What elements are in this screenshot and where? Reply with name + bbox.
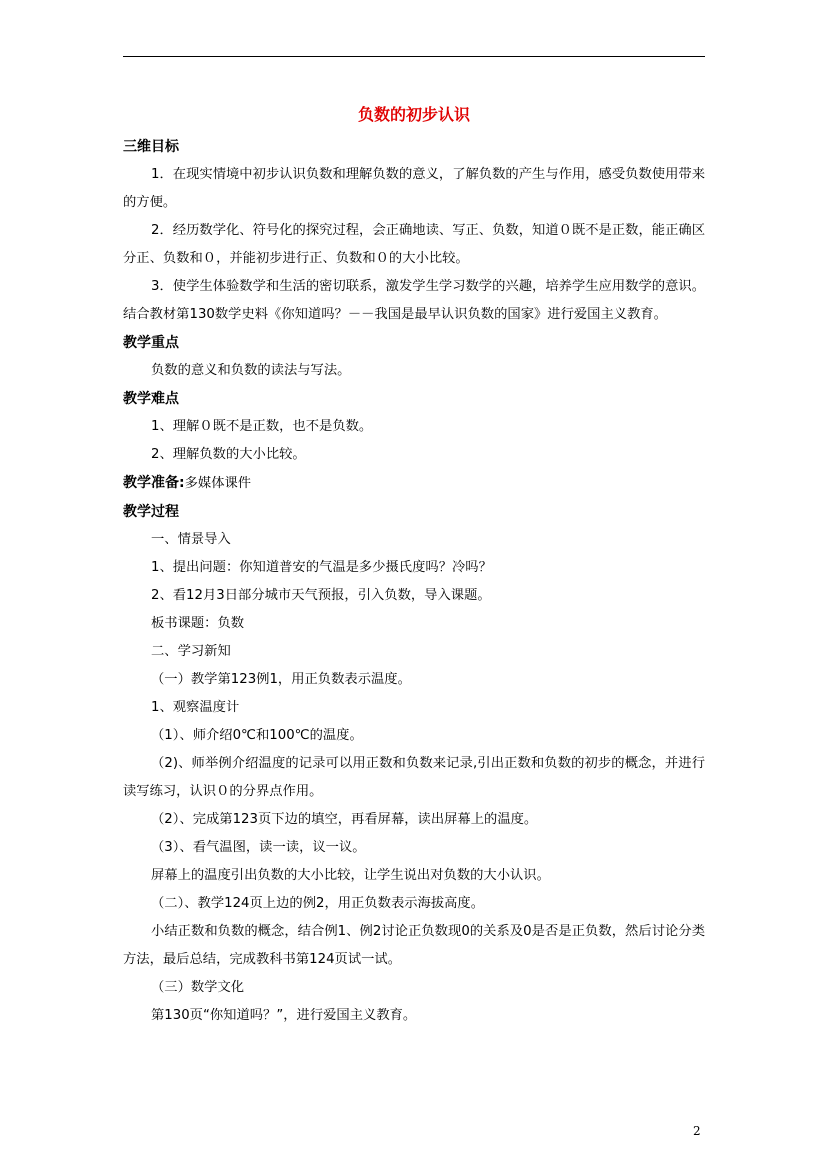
header-rule: [123, 56, 705, 57]
process-item: （3）、看气温图，读一读，议一议。: [151, 840, 366, 855]
process-item: 屏幕上的温度引出负数的大小比较，让学生说出对负数的大小认识。: [151, 868, 550, 883]
goals-heading: 三维目标: [123, 139, 179, 155]
difficulty-item: 2、理解负数的大小比较。: [151, 447, 306, 462]
goal-item: 2．经历数学化、符号化的探究过程，会正确地读、写正、负数，知道０既不是正数，能正确区分正、负数和０，并能初步进行正、负数和０的大小比较。: [123, 223, 705, 266]
process-item: （一）教学第123例1，用正负数表示温度。: [151, 672, 411, 687]
process-item: （2）、完成第123页下边的填空，再看屏幕，读出屏幕上的温度。: [151, 812, 538, 827]
document-body: [123, 103, 705, 1030]
difficulty-item: 1、理解０既不是正数，也不是负数。: [151, 419, 373, 434]
process-item: 第130页“你知道吗？”，进行爱国主义教育。: [151, 1008, 417, 1023]
process-item: 小结正数和负数的概念，结合例1、例2讨论正负数现0的关系及0是否是正负数，然后讨论分类方法，最后总结，完成教科书第124页试一试。: [123, 924, 705, 967]
process-item: （1）、师介绍0℃和100℃的温度。: [151, 728, 363, 743]
process-item: 2、看12月3日部分城市天气预报，引入负数，导入课题。: [151, 588, 491, 603]
process-item: 二、学习新知: [151, 644, 231, 659]
process-item: 1、观察温度计: [151, 700, 240, 715]
process-item: （三）数学文化: [151, 980, 245, 995]
preparation-line: [123, 469, 705, 498]
page-number: 2: [693, 1124, 701, 1138]
goal-item: 3．使学生体验数学和生活的密切联系，激发学生学习数学的兴趣，培养学生应用数学的意识。结合教材第130数学史料《你知道吗？－－我国是最早认识负数的国家》进行爱国主义教育。: [123, 279, 705, 322]
focus-heading: 教学重点: [123, 335, 179, 351]
process-item: 板书课题：负数: [151, 616, 245, 631]
focus-item: 负数的意义和负数的读法与写法。: [151, 363, 351, 378]
process-item: 一、情景导入: [151, 532, 231, 547]
process-item: （2)、师举例介绍温度的记录可以用正数和负数来记录,引出正数和负数的初步的概念，并进行读写练习，认识０的分界点作用。: [123, 756, 705, 799]
goal-item: 1．在现实情境中初步认识负数和理解负数的意义，了解负数的产生与作用，感受负数使用带来的方便。: [123, 167, 705, 210]
process-item: （二）、教学124页上边的例2，用正负数表示海拔高度。: [151, 896, 485, 911]
process-heading: 教学过程: [123, 504, 179, 520]
process-item: 1、提出问题：你知道普安的气温是多少摄氏度吗？冷吗？: [151, 560, 492, 575]
document-title: 负数的初步认识: [357, 105, 470, 124]
preparation-value: 多媒体课件: [184, 476, 252, 491]
difficulty-heading: 教学难点: [123, 391, 179, 407]
preparation-label: 教学准备:: [123, 475, 185, 491]
